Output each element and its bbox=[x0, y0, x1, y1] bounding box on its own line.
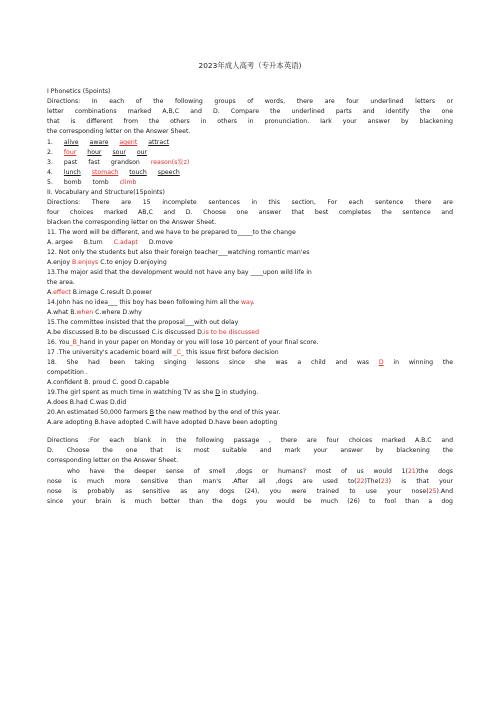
passage-line: since your brain is much better than the dogs you would be much (26) to fool than a dog bbox=[47, 498, 453, 505]
word: our bbox=[136, 149, 148, 156]
question-11: 11. The word will be different, and we have to be prepared to_____to the change bbox=[47, 229, 296, 236]
question-text: 18. She had been taking singing lessons since she was a child and was bbox=[47, 359, 379, 366]
word: hour bbox=[87, 149, 102, 156]
phonetics-row bbox=[47, 149, 156, 157]
option: A.enjoy bbox=[47, 259, 72, 266]
option: A.be discussed B.to be discussed C.is discussed D. bbox=[47, 329, 204, 336]
option: A. argee bbox=[47, 239, 73, 246]
passage-text: )the dogs bbox=[415, 468, 453, 475]
question-13-cont: the area. bbox=[47, 279, 75, 286]
question-15-options bbox=[47, 329, 259, 337]
question-14 bbox=[47, 299, 255, 307]
question-13: 13.The major asid that the development would not have any bay ____upon wild life in bbox=[47, 269, 312, 276]
question-12: 12. Not only the students but also their foreign teacher___watching romantic man'es bbox=[47, 249, 310, 256]
question-13-options bbox=[47, 289, 152, 297]
option-answer: C.adapt bbox=[113, 239, 138, 246]
question-text: . bbox=[252, 299, 255, 306]
word-answer: climb bbox=[119, 179, 137, 186]
question-text: 20.An estimated 50,000 farmers bbox=[47, 409, 150, 416]
highlight-word: way bbox=[241, 299, 253, 306]
item-number: 2. bbox=[47, 149, 53, 156]
passage-text: ) is that your bbox=[388, 478, 453, 485]
word: past bbox=[63, 159, 78, 166]
passage-line bbox=[47, 488, 453, 496]
option-answer: effect bbox=[53, 289, 71, 296]
word-answer: four bbox=[63, 149, 77, 156]
question-14-options bbox=[47, 309, 142, 317]
directions-line: Directions :For each blank in the following passage , there are four choices marked A.B.C and bbox=[47, 437, 453, 444]
phonetics-row bbox=[47, 169, 189, 177]
question-text: 14.John has no idea___ this boy has been following him all the bbox=[47, 299, 241, 306]
question-19-options: A.does B.had C.was D.did bbox=[47, 399, 127, 406]
word: lunch bbox=[63, 169, 81, 176]
blank-number: 22 bbox=[356, 478, 365, 485]
word: fast bbox=[88, 159, 100, 166]
directions-line: four choices marked AB,C and D. Choose one answer that best completes the sentence and bbox=[47, 209, 453, 216]
question-11-options bbox=[47, 239, 182, 247]
word: sour bbox=[112, 149, 126, 156]
word-answer: reason(s发z) bbox=[150, 159, 190, 166]
section-heading-vocabulary: II. Vocabulary and Structure(15points) bbox=[47, 189, 165, 196]
word: alive bbox=[63, 139, 79, 146]
question-text: this issue first before decision bbox=[184, 349, 279, 356]
word-answer: agent bbox=[119, 139, 138, 146]
answer-mark: _C_ bbox=[173, 349, 185, 356]
directions-line: D. Choose the one that is most suitable and mark your answer by blackening the bbox=[47, 447, 453, 454]
directions-line: that is different from the others in others in pronunciation. Iark your answer by blackening bbox=[47, 118, 453, 125]
passage-text: who have the deeper sense of smell ,dogs or humans? most of us would 1( bbox=[67, 468, 408, 475]
answer-mark: B bbox=[149, 409, 154, 416]
item-number: 5. bbox=[47, 179, 53, 186]
word: attract bbox=[148, 139, 170, 146]
passage-text: nose is much more sensitive than man's .After all ,dogs are used to( bbox=[47, 478, 357, 485]
directions-line: blacken the corresponding letter on the Answer Sheet. bbox=[47, 219, 217, 226]
blank-number: 21 bbox=[407, 468, 416, 475]
option: A. bbox=[47, 289, 54, 296]
option: C.to enjoy D.enjoying bbox=[98, 259, 167, 266]
passage-line bbox=[47, 468, 453, 476]
item-number: 4. bbox=[47, 169, 53, 176]
option-answer: B.enjoys bbox=[71, 259, 99, 266]
directions-line: the corresponding letter on the Answer Sheet. bbox=[47, 128, 191, 135]
word: touch bbox=[129, 169, 147, 176]
option: D.move bbox=[148, 239, 173, 246]
section-heading-phonetics: I Phonetics (5points) bbox=[47, 88, 111, 95]
answer-mark: D bbox=[215, 389, 221, 396]
passage-text: ).And bbox=[436, 488, 453, 495]
question-text: hand in your paper on Monday or you will lose 10 percent of your final score. bbox=[79, 339, 319, 346]
word: grandson bbox=[110, 159, 140, 166]
word: tomb bbox=[92, 179, 109, 186]
question-20 bbox=[47, 409, 280, 417]
question-18-options: A.confident B. proud C. good D.capable bbox=[47, 379, 170, 386]
page-title: 2023年成人高考（专升本英语) bbox=[198, 61, 302, 70]
option-answer: when bbox=[76, 309, 94, 316]
directions-line: Directions: There are 15 incomplete sentences in this section, For each sentence there are bbox=[47, 199, 453, 206]
directions-line: Directions: In each of the following groups of words, there are four underlined letters or bbox=[47, 98, 453, 105]
word: bomb bbox=[63, 179, 82, 186]
item-number: 3. bbox=[47, 159, 53, 166]
option: A.what B. bbox=[47, 309, 77, 316]
question-20-options: A.are adopting B.have adopted C.will have adopted D.have been adopting bbox=[47, 419, 278, 426]
answer-mark: D bbox=[378, 359, 384, 366]
question-text: 16. You bbox=[47, 339, 70, 346]
question-text: 19.The girl spent as much time in watching TV as she bbox=[47, 389, 216, 396]
question-text: the new method by the end of this year. bbox=[153, 409, 281, 416]
question-16 bbox=[47, 339, 319, 347]
option-answer: is to be discussed bbox=[203, 329, 260, 336]
question-17 bbox=[47, 349, 279, 357]
question-text: in studying. bbox=[220, 389, 259, 396]
question-12-options bbox=[47, 259, 167, 267]
passage-text: )The( bbox=[364, 478, 381, 485]
blank-number: 23 bbox=[380, 478, 389, 485]
answer-mark: _B_ bbox=[69, 339, 80, 346]
blank-number: 25 bbox=[428, 488, 437, 495]
item-number: 1. bbox=[47, 139, 53, 146]
passage-text: nose is probably as sensitive as any dogs (24), you were trained to use your nose( bbox=[47, 488, 429, 495]
phonetics-row bbox=[47, 179, 145, 187]
question-18-cont: competition . bbox=[47, 369, 88, 376]
phonetics-row bbox=[47, 159, 198, 167]
option: B.image C.result D.power bbox=[70, 289, 152, 296]
option: B.turn bbox=[83, 239, 103, 246]
question-15: 15.The committee insisted that the proposal___with out delay bbox=[47, 319, 239, 326]
word-answer: stomach bbox=[91, 169, 119, 176]
question-text: 17 .The university's academic board will bbox=[47, 349, 174, 356]
directions-line: corresponding letter on the Answer Sheet. bbox=[47, 457, 179, 464]
phonetics-row bbox=[47, 139, 178, 147]
question-19 bbox=[47, 389, 258, 397]
directions-line: letter combinations marked A,B,C and D. Compare the underlined parts and identify the one bbox=[47, 108, 453, 115]
word: aware bbox=[89, 139, 109, 146]
passage-line bbox=[47, 478, 453, 486]
question-text: in winning the bbox=[383, 359, 453, 366]
word: speech bbox=[157, 169, 180, 176]
question-18 bbox=[47, 359, 453, 367]
option: C.where D.why bbox=[93, 309, 142, 316]
